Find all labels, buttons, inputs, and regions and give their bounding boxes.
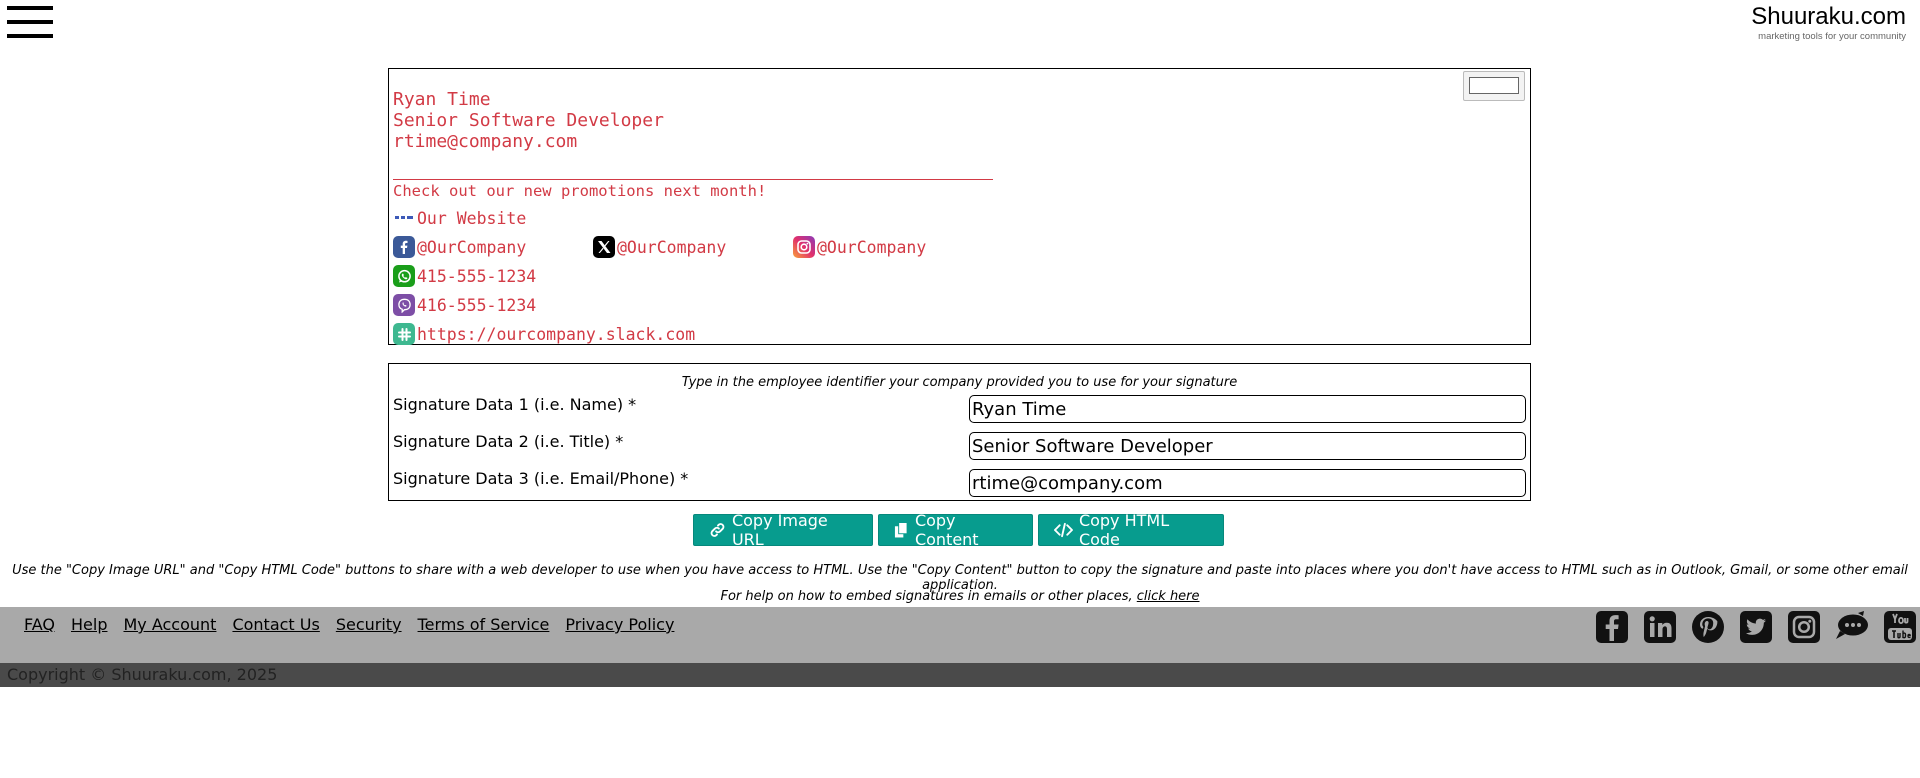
footer <box>0 607 1920 663</box>
copy-content-button[interactable] <box>878 511 1033 549</box>
signature-social-row <box>393 235 973 259</box>
help-link[interactable]: click here <box>1136 589 1200 604</box>
copyright-bar <box>0 663 1920 687</box>
footer-link-my-account[interactable]: My Account <box>123 615 217 634</box>
form-row-2 <box>393 432 1526 460</box>
whatsapp-number[interactable]: 415-555-1234 <box>417 266 537 286</box>
footer-link-contact-us[interactable]: Contact Us <box>232 615 320 634</box>
brand-tagline: marketing tools for your community <box>1758 31 1906 42</box>
signature-data-2-label: Signature Data 2 (i.e. Title) * <box>393 432 624 451</box>
footer-links <box>24 615 674 634</box>
signature-data-3-label: Signature Data 3 (i.e. Email/Phone) * <box>393 469 689 488</box>
signature-title: Senior Software Developer <box>393 110 664 131</box>
signature-content <box>393 89 927 344</box>
link-icon <box>709 521 726 539</box>
signature-slack-row[interactable] <box>393 322 695 346</box>
form-hint: Type in the employee identifier your company provided you to use for your signature <box>681 375 1238 390</box>
footer-link-privacy[interactable]: Privacy Policy <box>565 615 675 634</box>
facebook-item[interactable] <box>393 235 526 259</box>
copy-image-url-label: Copy Image URL <box>731 511 828 549</box>
instagram-handle[interactable]: @OurCompany <box>817 237 927 257</box>
help-note <box>0 589 1920 604</box>
pinterest-icon[interactable] <box>1690 609 1726 645</box>
signature-data-1-label: Signature Data 1 (i.e. Name) * <box>393 395 637 414</box>
facebook-icon <box>393 236 415 258</box>
code-icon <box>1054 522 1073 538</box>
signature-viber-row[interactable] <box>393 293 536 317</box>
signature-data-form <box>388 363 1531 501</box>
copy-html-code-button[interactable] <box>1038 511 1224 549</box>
signature-name: Ryan Time <box>393 89 491 110</box>
social-links <box>1594 609 1918 645</box>
twitter-icon[interactable] <box>1738 609 1774 645</box>
instagram-icon[interactable] <box>1786 609 1822 645</box>
preview-toggle[interactable] <box>1463 71 1525 101</box>
signature-whatsapp-row[interactable] <box>393 264 536 288</box>
signature-email: rtime@company.com <box>393 131 578 152</box>
facebook-handle[interactable]: @OurCompany <box>417 237 527 257</box>
copy-icon <box>894 521 909 539</box>
viber-icon <box>393 294 415 316</box>
copy-image-url-button[interactable] <box>693 511 873 549</box>
slack-icon <box>393 323 415 345</box>
signature-preview <box>388 68 1531 345</box>
usage-note: Use the "Copy Image URL" and "Copy HTML Code" buttons to share with a web developer to use when you have access to HTML. Use the "Copy Content" button to copy the signature and paste into places where you don't have access to HTML such as in Outlook, Gmail, or some other email application. <box>12 563 1908 593</box>
x-item[interactable] <box>593 235 726 259</box>
linkedin-icon[interactable] <box>1642 609 1678 645</box>
signature-divider <box>393 179 993 180</box>
viber-number[interactable]: 416-555-1234 <box>417 295 537 315</box>
footer-link-faq[interactable]: FAQ <box>24 615 55 634</box>
help-note-text: For help on how to embed signatures in emails or other places, <box>720 589 1133 604</box>
facebook-icon[interactable] <box>1594 609 1630 645</box>
signature-promo: Check out our new promotions next month! <box>393 182 767 200</box>
hamburger-menu-icon[interactable] <box>7 6 53 38</box>
x-icon <box>593 236 615 258</box>
signature-data-2-input[interactable] <box>969 432 1526 460</box>
form-row-3 <box>393 469 1526 497</box>
copy-html-code-label: Copy HTML Code <box>1078 511 1170 549</box>
brand-name: Shuuraku.com <box>1751 3 1906 30</box>
instagram-icon <box>793 236 815 258</box>
form-row-1 <box>393 395 1526 423</box>
youtube-icon[interactable] <box>1882 609 1918 645</box>
chat-icon[interactable] <box>1834 609 1870 645</box>
footer-link-security[interactable]: Security <box>335 615 402 634</box>
x-handle[interactable]: @OurCompany <box>617 237 727 257</box>
slack-link[interactable]: https://ourcompany.slack.com <box>417 324 696 344</box>
footer-link-terms[interactable]: Terms of Service <box>417 615 550 634</box>
whatsapp-icon <box>393 265 415 287</box>
copyright-text: Copyright © Shuuraku.com, 2025 <box>7 665 278 684</box>
action-buttons <box>693 511 1224 549</box>
instagram-item[interactable] <box>793 235 926 259</box>
copy-content-label: Copy Content <box>914 511 979 549</box>
signature-data-1-input[interactable] <box>969 395 1526 423</box>
brand <box>1751 3 1906 43</box>
footer-link-help[interactable]: Help <box>71 615 108 634</box>
signature-data-3-input[interactable] <box>969 469 1526 497</box>
website-link[interactable]: Our Website <box>417 208 527 228</box>
signature-website-row[interactable] <box>393 206 526 230</box>
website-icon <box>393 207 415 229</box>
